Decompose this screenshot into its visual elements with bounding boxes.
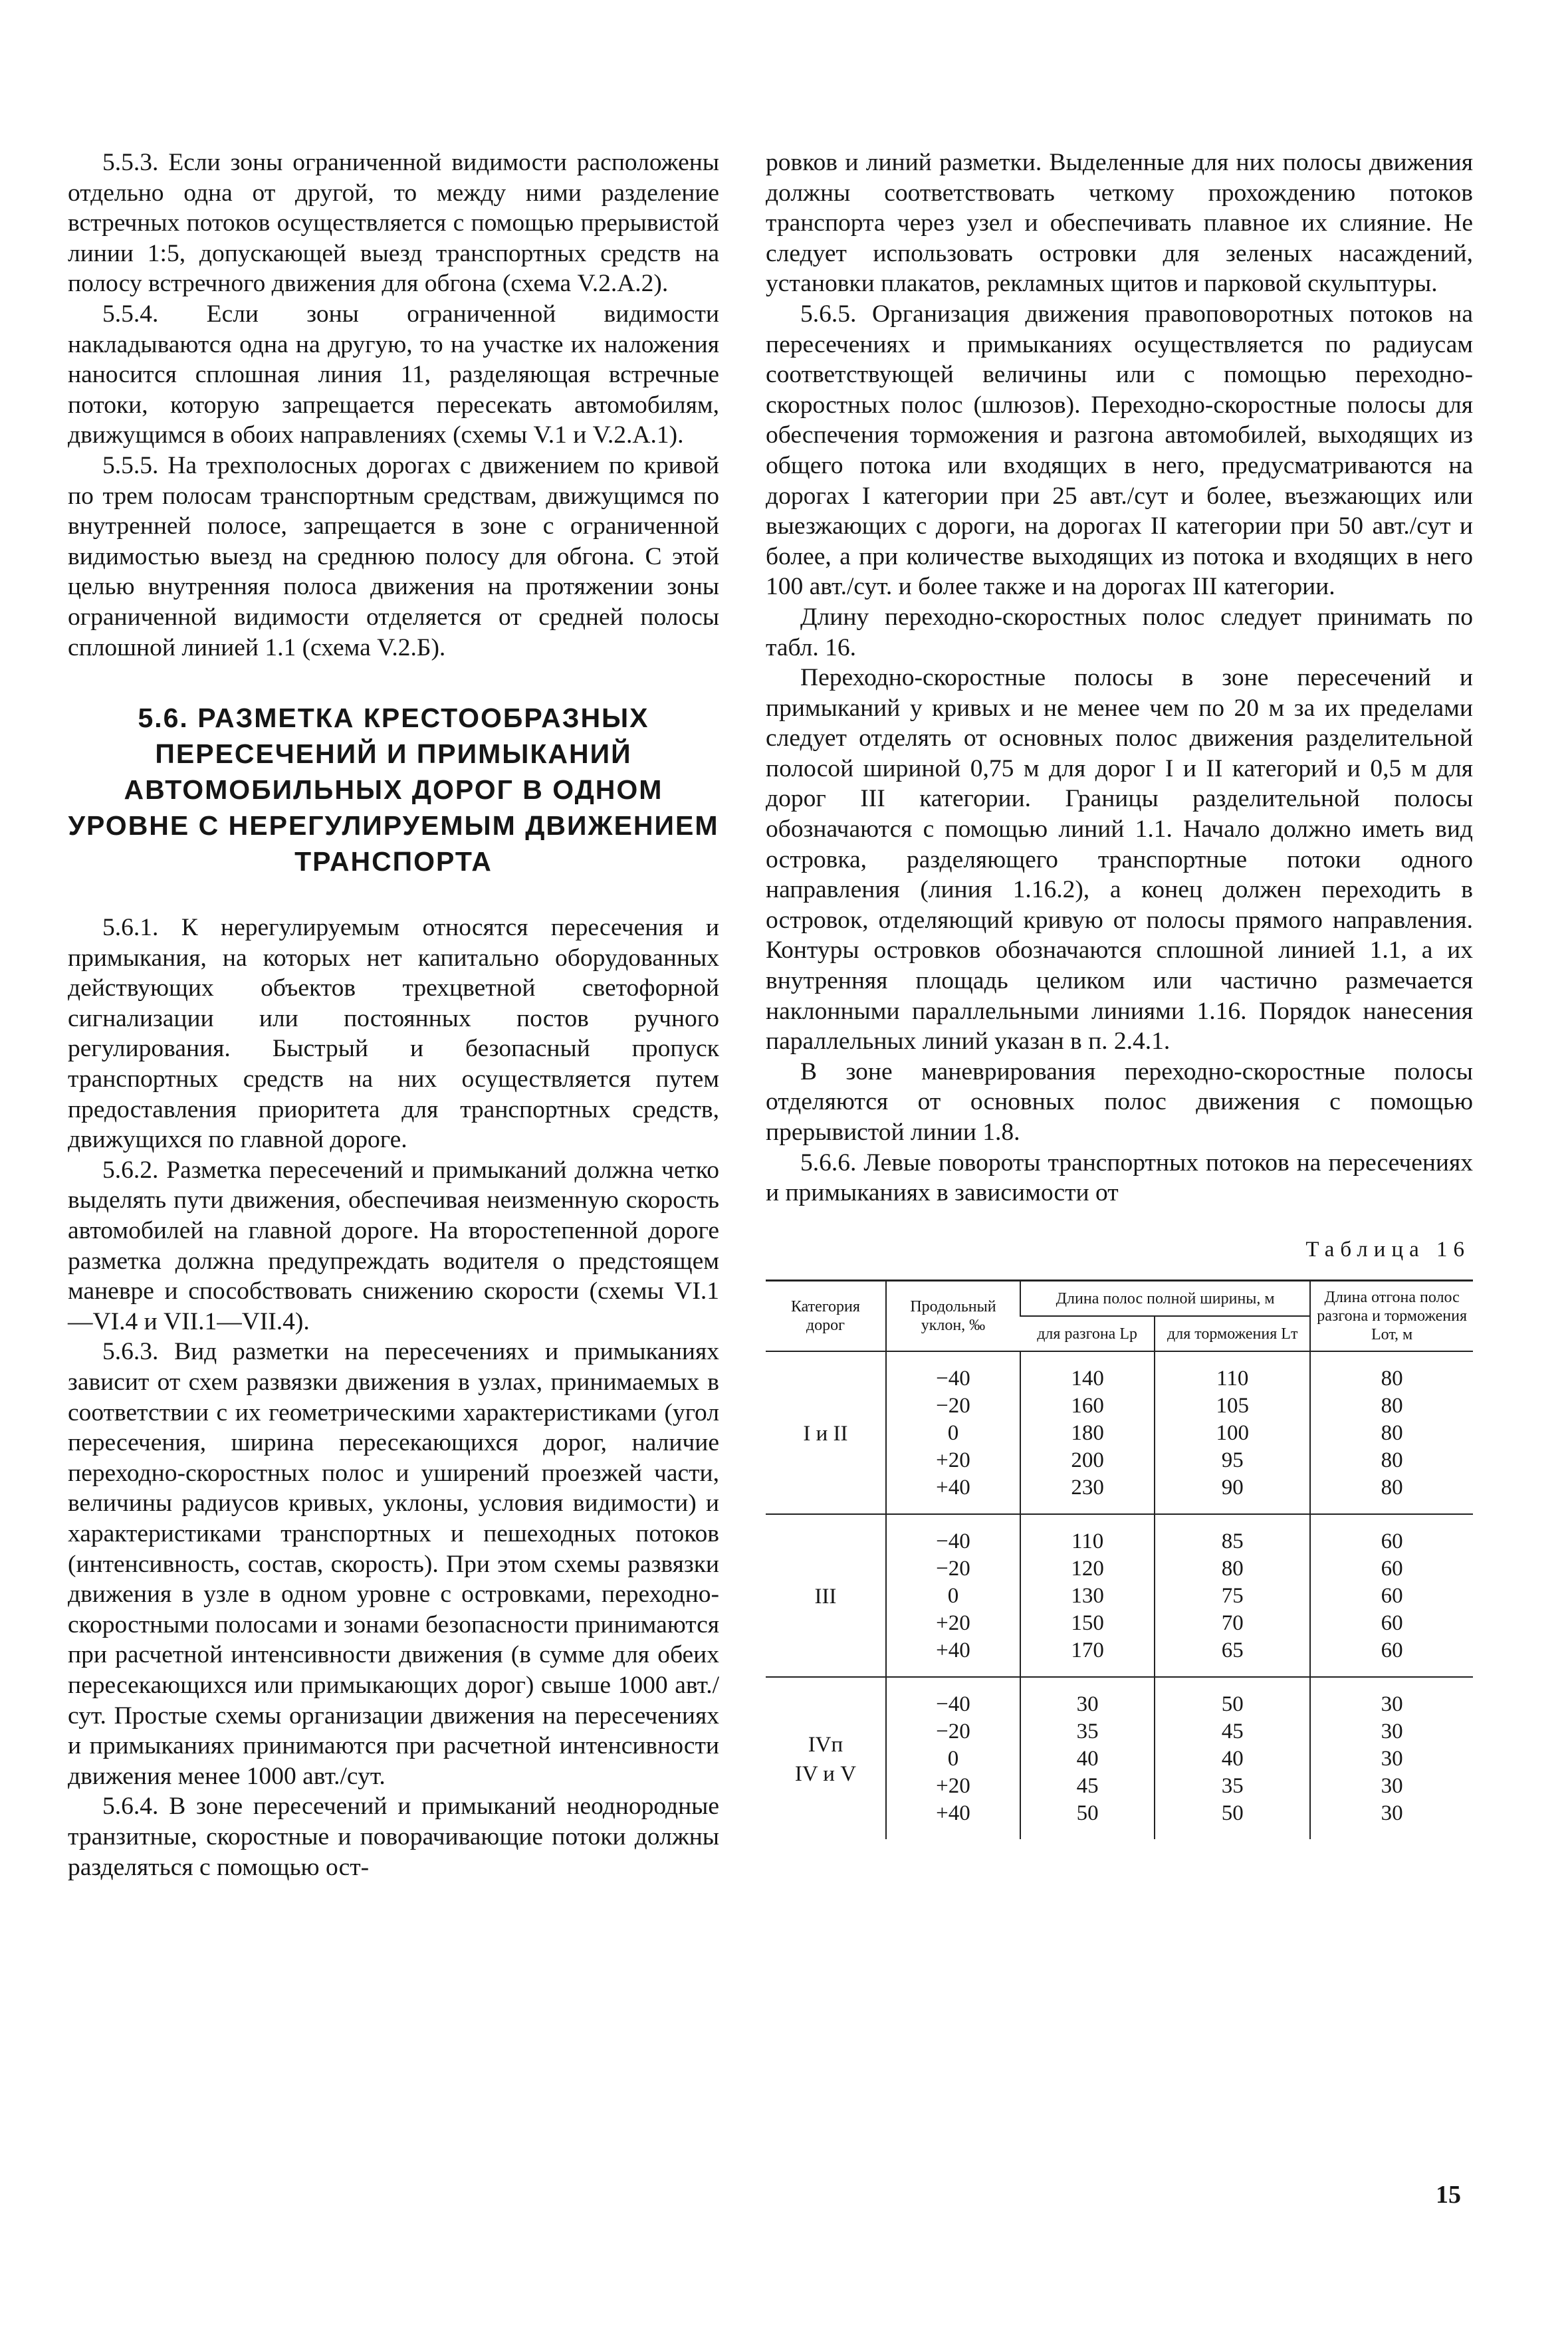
paragraph-5-6-2: 5.6.2. Разметка пересечений и примыканий должна четко выделять пути движения, обеспечивая неизменную скорость автомобилей на главной дороге. На второстепенной дороге разметка должна предупреждать водителя о предстоящем маневре и способствовать снижению скорости (схемы VI.1—VI.4 и VII.1—VII.4). — [68, 1156, 719, 1335]
brake-cell: 85 80 75 70 65 — [1155, 1514, 1310, 1677]
paragraph-separation: Переходно-скоростные полосы в зоне пересечений и примыканий у кривых и не менее чем по 20 м за их пределами следует отделять от основных полос движения разделительной полосой шириной 0,75 м для дорог I и II категорий и 0,5 м для дорог III категории. Границы разделительной полосы обозначаются с помощью линий 1.1. Начало должно иметь вид островка, разделяющего транспортные потоки одного направления (линия 1.16.2), а конец должен переходить в островок, отделяющий кривую от полосы прямого направления. Контуры островков обозначаются сплошной линией 1.1, а их внутренняя площадь целиком или частично размечается наклонными параллельными линиями 1.16. Порядок нанесения параллельных линий указан в п. 2.4.1. — [766, 664, 1473, 1056]
header-full-width-length: Длина полос полной ширины, м — [1020, 1281, 1310, 1317]
section-heading-5-6: 5.6. РАЗМЕТКА КРЕСТООБРАЗНЫХ ПЕРЕСЕЧЕНИЙ И ПРИМЫКАНИЙ АВТОМОБИЛЬНЫХ ДОРОГ В ОДНОМ УРОВНЕ С НЕРЕГУЛИРУЕМЫМ ДВИЖЕНИЕМ ТРАНСПОРТА — [68, 703, 719, 877]
header-category: Категория дорог — [766, 1281, 886, 1352]
category-cell: I и II — [766, 1351, 886, 1514]
header-accel-length: для разгона Lр — [1020, 1316, 1155, 1351]
paragraph-5-5-5: 5.5.5. На трехполосных дорогах с движением по кривой по трем полосам транспортным средствам, движущимся по внутренней полосе, запрещается в зоне с ограниченной видимостью выезд на среднюю полосу для обгона. С этой целью внутренняя полоса движения на протяжении зоны ограниченной видимости отделяется от средней полосы сплошной линией 1.1 (схема V.2.Б). — [68, 451, 719, 661]
paragraph-5-5-3: 5.5.3. Если зоны ограниченной видимости расположены отдельно одна от другой, то между ними разделение встречных потоков осуществляется с помощью прерывистой линии 1:5, допускающей выезд транспортных средств на полосу встречного движения для обгона (схема V.2.A.2). — [68, 149, 719, 298]
paragraph-maneuver: В зоне маневрирования переходно-скоростные полосы отделяются от основных полос движения с помощью прерывистой линии 1.8. — [766, 1058, 1473, 1146]
header-taper-length: Длина отгона полос разгона и торможения Lот, м — [1310, 1281, 1473, 1352]
slope-cell: −40 −20 0 +20 +40 — [886, 1677, 1020, 1839]
taper-cell: 60 60 60 60 60 — [1310, 1514, 1473, 1677]
slope-cell: −40 −20 0 +20 +40 — [886, 1351, 1020, 1514]
right-column — [766, 148, 1473, 1839]
page-number: 15 — [1436, 2181, 1461, 2209]
accel-cell: 110 120 130 150 170 — [1020, 1514, 1155, 1677]
paragraph-5-5-4: 5.5.4. Если зоны ограниченной видимости накладываются одна на другую, то на участке их наложения наносится сплошная линия 11, разделяющая встречные потоки, которую запрещается пересекать автомобилям, движущимся в обоих направлениях (схемы V.1 и V.2.A.1). — [68, 300, 719, 449]
accel-cell: 140 160 180 200 230 — [1020, 1351, 1155, 1514]
table-row-group — [766, 1677, 1473, 1839]
paragraph-5-6-1: 5.6.1. К нерегулируемым относятся пересечения и примыкания, на которых нет капитально оборудованных действующих объектов трехцветной светофорной сигнализации или постоянных постов ручного регулирования. Быстрый и безопасный пропуск транспортных средств на них осуществляется путем предоставления приоритета для транспортных средств, движущихся по главной дороге. — [68, 914, 719, 1154]
header-slope: Продольный уклон, ‰ — [886, 1281, 1020, 1352]
table-16 — [766, 1280, 1473, 1839]
taper-cell: 30 30 30 30 30 — [1310, 1677, 1473, 1839]
category-cell: III — [766, 1514, 886, 1677]
paragraph-5-6-4: 5.6.4. В зоне пересечений и примыканий неоднородные транзитные, скоростные и поворачивающие потоки должны разделяться с помощью ост- — [68, 1793, 719, 1881]
paragraph-5-6-5: 5.6.5. Организация движения правоповоротных потоков на пересечениях и примыканиях осуществляется по радиусам соответствующей величины или с помощью переходно-скоростных полос (шлюзов). Переходно-скоростные полосы для обеспечения торможения и разгона автомобилей, выходящих из общего потока или входящих в него, предусматриваются на дорогах I категории при 25 авт./сут и более, въезжающих или выезжающих с дороги, на дорогах II категории при 50 авт./сут и более, а при количестве выходящих из потока и входящих в него 100 авт./сут. и более также и на дорогах III категории. — [766, 300, 1473, 601]
brake-cell: 110 105 100 95 90 — [1155, 1351, 1310, 1514]
table-caption: Таблица 16 — [1305, 1237, 1470, 1262]
paragraph-5-6-3: 5.6.3. Вид разметки на пересечениях и примыканиях зависит от схем развязки движения в узлах, принимаемых в соответствии с их геометрическими характеристиками (угол пересечения, ширина пересекающихся дорог, наличие переходно-скоростных полос и уширений проезжей части, величины радиусов кривых, уклоны, условия видимости) и характеристиками транспортных и пешеходных потоков (интенсивность, состав, скорость). При этом схемы развязки движения в узле в одном уровне с островками, переходно-скоростными полосами и зонами безопасности принимаются при расчетной интенсивности движения (в сумме для обеих пересекающихся или примыкающих дорог) свыше 1000 авт./сут. Простые схемы организации движения на пересечениях и примыканиях принимаются при расчетной интенсивности движения менее 1000 авт./сут. — [68, 1338, 719, 1790]
left-column — [68, 148, 719, 1882]
table-row-group — [766, 1514, 1473, 1677]
paragraph-length: Длину переходно-скоростных полос следует принимать по табл. 16. — [766, 603, 1473, 661]
brake-cell: 50 45 40 35 50 — [1155, 1677, 1310, 1839]
accel-cell: 30 35 40 45 50 — [1020, 1677, 1155, 1839]
table-row-group — [766, 1351, 1473, 1514]
taper-cell: 80 80 80 80 80 — [1310, 1351, 1473, 1514]
paragraph-5-6-6: 5.6.6. Левые повороты транспортных потоков на пересечениях и примыканиях в зависимости от — [766, 1149, 1473, 1207]
slope-cell: −40 −20 0 +20 +40 — [886, 1514, 1020, 1677]
header-brake-length: для торможения Lт — [1155, 1316, 1310, 1351]
paragraph-continued: ровков и линий разметки. Выделенные для них полосы движения должны соответствовать четкому прохождению потоков транспорта через узел и обеспечивать плавное их слияние. Не следует использовать островки для зеленых насаждений, установки плакатов, рекламных щитов и парковой скульптуры. — [766, 149, 1473, 298]
category-cell: IVп IV и V — [794, 1732, 857, 1786]
